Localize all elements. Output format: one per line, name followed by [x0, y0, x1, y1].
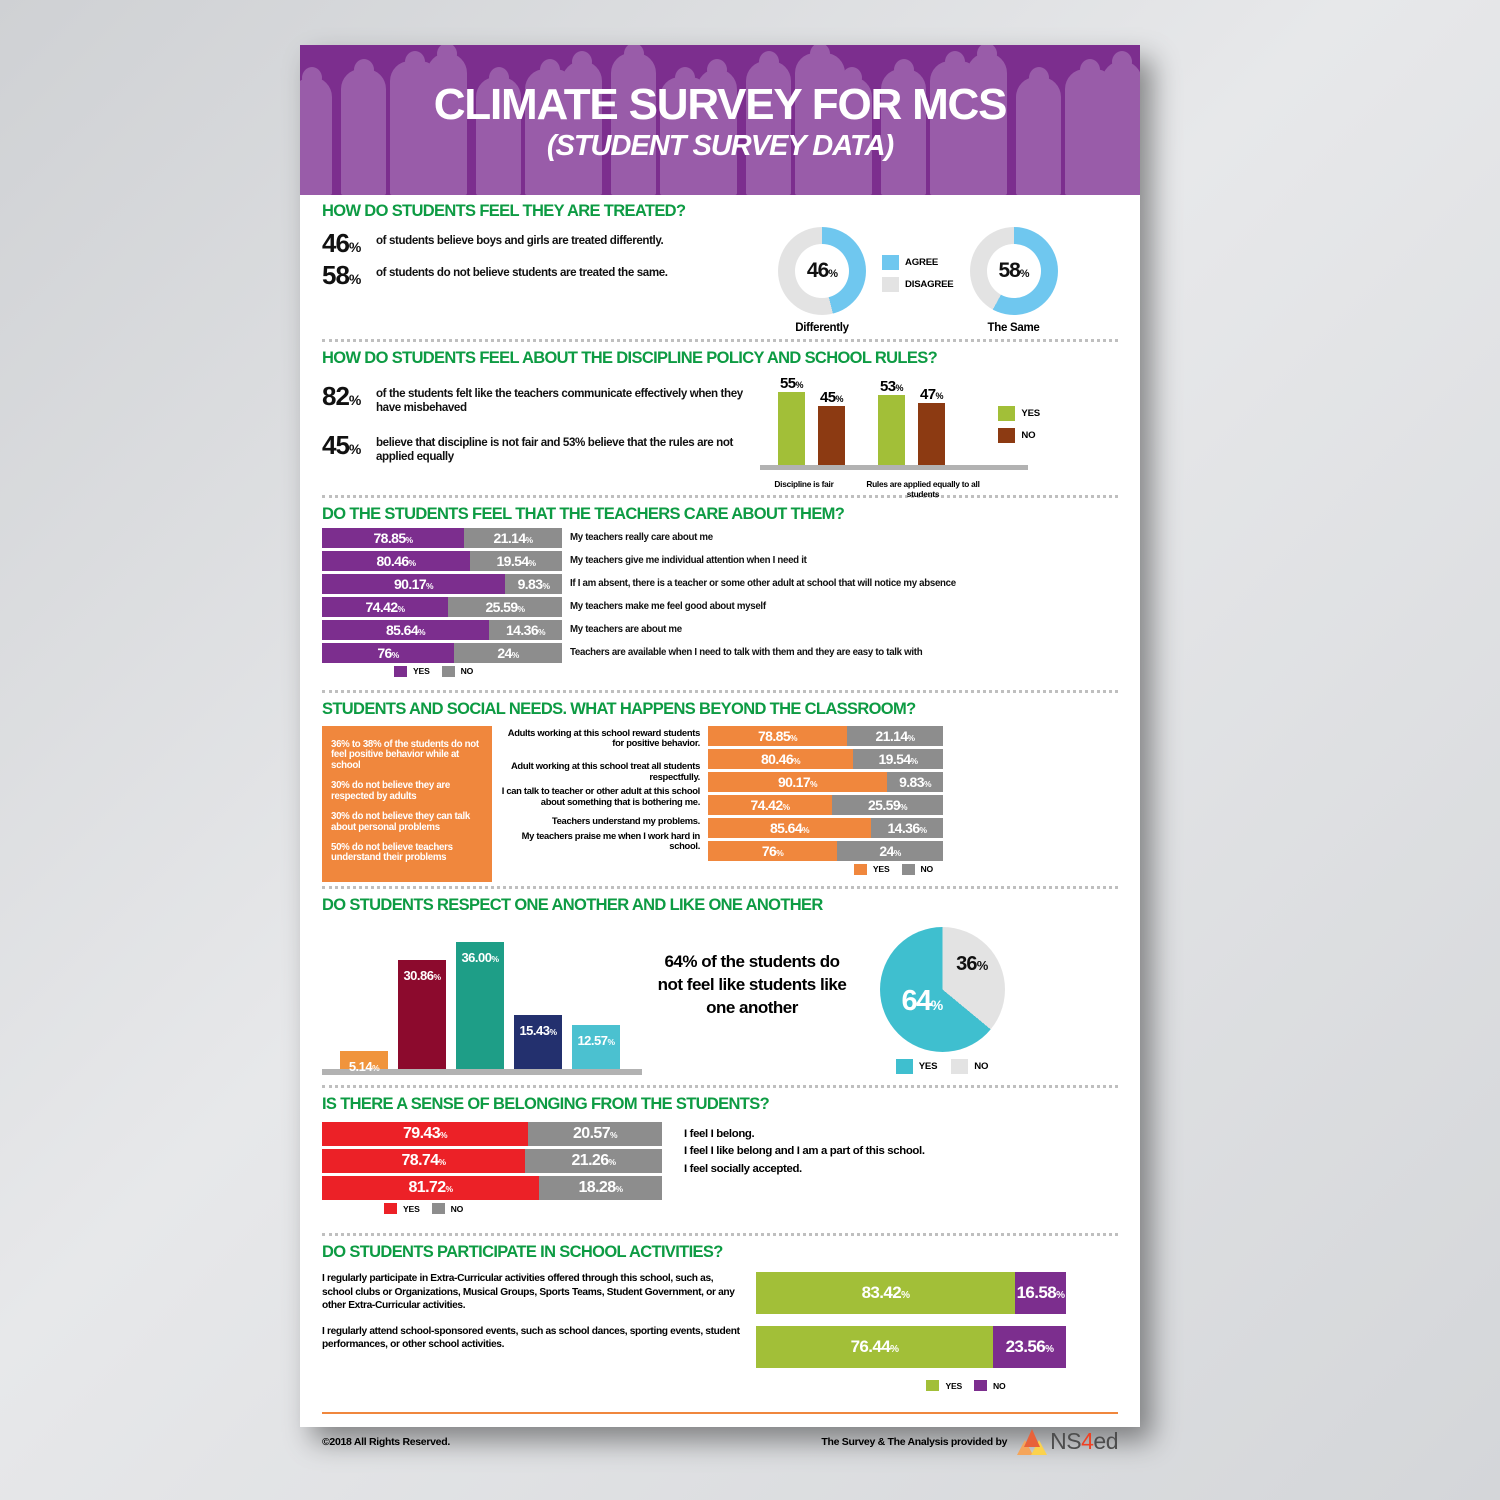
poster-header [300, 45, 1140, 195]
bar-yes-value: 90.17% [777, 773, 817, 790]
bar-yes-value: 76.44% [850, 1337, 899, 1357]
section-discipline-policy [300, 342, 1140, 498]
question-label: My teachers praise me when I work hard in school. [521, 829, 700, 852]
legend-swatch [882, 255, 899, 270]
bar-value: 15.43% [519, 1022, 557, 1038]
donut-differently [772, 227, 872, 334]
stat-line [322, 430, 760, 464]
legend-item [882, 255, 954, 270]
table-row [322, 574, 1118, 594]
bar-value: 47% [920, 385, 943, 403]
legend-swatch [998, 406, 1015, 421]
section-how-treated [300, 195, 1140, 342]
bar-value: 30.86% [403, 967, 441, 983]
bar-no-value: 14.36% [887, 819, 927, 836]
stat-line [322, 259, 772, 290]
bar-no-value: 21.14% [493, 529, 533, 546]
table-row [708, 795, 943, 815]
legend-item [998, 406, 1040, 421]
legend-item [926, 1380, 962, 1391]
bar-yes-value: 81.72% [408, 1179, 453, 1197]
provided-by-text: The Survey & The Analysis provided by [821, 1435, 1008, 1448]
poster-title: CLIMATE SURVEY FOR MCS [433, 80, 1007, 129]
column-bar [878, 378, 905, 465]
legend-item [951, 1059, 988, 1074]
pie-no-value: 36% [956, 953, 988, 976]
table-row [322, 643, 1118, 663]
bar-yes-value: 80.46% [376, 552, 416, 569]
question-label: I feel socially accepted. [684, 1162, 802, 1175]
bar-value: 36.00% [461, 949, 499, 965]
bar-no-value: 25.59% [485, 598, 525, 615]
bar-yes-value: 76% [377, 644, 399, 661]
bar-row-label: My teachers are about me [570, 623, 682, 635]
callout-line: 30% do not believe they can talk about personal problems [331, 810, 470, 833]
social-needs-bar-list [708, 726, 943, 882]
legend-swatch [854, 864, 867, 875]
bar-value: 12.57% [577, 1032, 615, 1048]
teachers-care-bar-list [322, 528, 1118, 663]
callout-line: 30% do not believe they are respected by adults [331, 780, 450, 802]
donut-chart-group [772, 225, 1064, 334]
section-7-legend [866, 1380, 1066, 1398]
bar-row-label: My teachers make me feel good about myself [570, 600, 766, 612]
section-belonging [300, 1088, 1140, 1236]
question-label: Adults working at this school reward students for positive behavior. [507, 726, 700, 749]
legend-swatch [998, 428, 1015, 443]
table-row [322, 1122, 662, 1146]
copyright-text: ©2018 All Rights Reserved. [322, 1435, 450, 1448]
bar-no-value: 18.28% [578, 1179, 623, 1197]
legend-label: YES [413, 666, 430, 677]
legend-item [882, 277, 954, 292]
column-bar [340, 1051, 388, 1075]
legend-swatch [442, 666, 455, 677]
section-2-stats [322, 372, 760, 483]
legend-item [854, 864, 890, 875]
legend-item [902, 864, 934, 875]
bar-no-value: 25.59% [867, 796, 907, 813]
bar-row-label: My teachers give me individual attention when I need it [570, 554, 807, 566]
table-row [322, 620, 1118, 640]
column-bar [918, 385, 945, 465]
column-bar [778, 375, 805, 465]
legend-item [384, 1203, 420, 1214]
legend-item [432, 1203, 464, 1214]
stat-text: of students do not believe students are treated the same. [376, 265, 668, 279]
legend-label: NO [450, 1203, 464, 1214]
table-row [708, 772, 943, 792]
table-row [708, 749, 943, 769]
table-row [322, 597, 1118, 617]
legend-swatch [951, 1059, 968, 1074]
legend-swatch [896, 1059, 913, 1074]
bar-no-value: 23.56% [1005, 1337, 1054, 1357]
bar-yes-value: 74.42% [365, 598, 405, 615]
section-1-legend [882, 227, 954, 299]
bar-no-value: 9.83% [517, 575, 550, 592]
social-needs-labels [500, 726, 700, 852]
section-respect [300, 889, 1140, 1088]
legend-swatch [384, 1203, 397, 1214]
activities-bar-list [756, 1272, 1066, 1398]
bar-no-value: 19.54% [878, 750, 918, 767]
bar-no-value: 14.36% [505, 621, 545, 638]
column-bar [572, 1025, 620, 1070]
stat-text: of students believe boys and girls are treated differently. [376, 234, 664, 247]
legend-swatch [882, 277, 899, 292]
group-label: Rules are applied equally to all students [866, 479, 980, 499]
stat-value: 45% [322, 430, 361, 461]
bar-yes-value: 79.43% [402, 1125, 447, 1143]
legend-swatch [902, 864, 915, 875]
legend-swatch [974, 1380, 987, 1391]
infographic-poster [300, 45, 1140, 1455]
table-row [756, 1326, 1066, 1368]
donut-caption: Differently [795, 322, 849, 334]
bar-value: 53% [880, 378, 903, 396]
bar-yes-value: 90.17% [393, 575, 433, 592]
section-5-title: DO STUDENTS RESPECT ONE ANOTHER AND LIKE ONE ANOTHER [322, 896, 823, 915]
question-label: I can talk to teacher or other adult at this school about something that is bothering me. [501, 785, 700, 808]
group-label: Discipline is fair [774, 479, 834, 489]
question-label: I feel I belong. [684, 1128, 755, 1141]
logo-text: NS4ed [1050, 1428, 1118, 1455]
bar-no-value: 19.54% [496, 552, 536, 569]
legend-item [998, 428, 1040, 443]
legend-label: YES [918, 1061, 938, 1073]
chart-baseline [760, 465, 1028, 470]
legend-label: YES [872, 864, 890, 875]
bar-yes-value: 80.46% [760, 750, 800, 767]
pie-chart [880, 927, 1005, 1052]
ns4ed-logo [1017, 1428, 1118, 1455]
question-label: I feel I like belong and I am a part of this school. [684, 1145, 925, 1158]
bar-row-label: My teachers really care about me [570, 531, 713, 543]
activities-statements [322, 1272, 742, 1351]
stat-text: believe that discipline is not fair and 53% believe that the rules are not applied equally [376, 436, 733, 464]
legend-label: NO [993, 1380, 1006, 1391]
table-row [756, 1272, 1066, 1314]
section-2-title: HOW DO STUDENTS FEEL ABOUT THE DISCIPLINE POLICY AND SCHOOL RULES? [322, 349, 937, 367]
bar-yes-value: 83.42% [861, 1283, 910, 1303]
bar-no-value: 21.14% [875, 727, 915, 744]
legend-label: YES [403, 1203, 420, 1214]
legend-label: YES [1021, 408, 1040, 419]
legend-label: NO [1021, 430, 1036, 441]
section-activities [300, 1236, 1140, 1398]
legend-label: NO [920, 864, 933, 875]
bar-row-label: If I am absent, there is a teacher or some other adult at school that will notice my absence [570, 577, 956, 589]
table-row [322, 551, 1118, 571]
bar-row-label: Teachers are available when I need to talk with them and they are easy to talk with [570, 646, 923, 658]
legend-label: YES [945, 1380, 963, 1391]
pie-yes-value: 64% [901, 985, 942, 1018]
question-label: Teachers understand my problems. [551, 814, 700, 826]
callout-line: 50% do not believe teachers understand their problems [331, 841, 453, 864]
section-3-title: DO THE STUDENTS FEEL THAT THE TEACHERS CARE ABOUT THEM? [322, 504, 845, 523]
section-7-title: DO STUDENTS PARTICIPATE IN SCHOOL ACTIVITIES? [322, 1243, 723, 1262]
stat-text: of the students felt like the teachers communicate effectively when they have misbehaved [376, 387, 743, 415]
legend-swatch [926, 1380, 939, 1391]
stat-line [322, 381, 760, 415]
section-3-legend [394, 666, 1118, 684]
bar-yes-value: 78.85% [373, 529, 413, 546]
callout-line: 36% to 38% of the students do not feel positive behavior while at school [331, 738, 479, 772]
section-teachers-care [300, 498, 1140, 693]
bar-yes-value: 85.64% [385, 621, 425, 638]
donut-caption: The Same [987, 322, 1040, 334]
legend-item [896, 1059, 938, 1074]
table-row [322, 1149, 662, 1173]
legend-label: DISAGREE [905, 279, 954, 290]
stat-line [322, 228, 772, 258]
stat-value: 58% [322, 259, 361, 290]
donut-chart: 46% [778, 227, 866, 315]
legend-item [442, 666, 474, 677]
respect-statement: 64% of the students do not feel like students like one another [657, 952, 847, 1018]
question-label: Adult working at this school treat all students respectfully. [510, 760, 700, 782]
column-bar [398, 960, 446, 1070]
stat-value: 82% [322, 381, 361, 411]
bar-yes-value: 78.85% [757, 727, 797, 744]
legend-label: AGREE [905, 257, 939, 268]
table-row [322, 1176, 662, 1200]
discipline-column-chart [760, 372, 1040, 499]
section-4-title: STUDENTS AND SOCIAL NEEDS. WHAT HAPPENS BEYOND THE CLASSROOM? [322, 699, 916, 718]
bar-no-value: 20.57% [572, 1125, 617, 1143]
section-1-stats [322, 225, 772, 294]
legend-item [394, 666, 430, 677]
bar-no-value: 21.26% [571, 1152, 616, 1170]
bar-yes-value: 76% [761, 842, 784, 859]
bar-value: 45% [820, 388, 843, 406]
poster-footer [300, 1414, 1140, 1455]
question-label: I regularly attend school-sponsored events, such as school dances, sporting events, student performances, or other school activities. [322, 1326, 740, 1351]
section-5-legend [852, 1059, 1032, 1081]
bar-value: 55% [780, 375, 803, 393]
section-social-needs [300, 693, 1140, 890]
bar-no-value: 9.83% [899, 773, 931, 790]
section-6-title: IS THERE A SENSE OF BELONGING FROM THE STUDENTS? [322, 1095, 770, 1114]
bar-value: 5.14% [348, 1059, 380, 1075]
bar-no-value: 24% [497, 644, 519, 661]
section-4-legend [708, 864, 933, 882]
section-1-title: HOW DO STUDENTS FEEL THEY ARE TREATED? [322, 202, 686, 220]
table-row [708, 726, 943, 746]
table-row [322, 528, 1118, 548]
stat-value: 46% [322, 228, 361, 258]
belonging-labels [684, 1122, 925, 1177]
donut-the-same [964, 227, 1064, 334]
social-needs-callout [322, 726, 492, 883]
column-bar [818, 388, 845, 465]
legend-label: NO [460, 666, 474, 677]
belonging-bar-list [322, 1122, 662, 1221]
section-6-legend [384, 1203, 662, 1221]
legend-swatch [394, 666, 407, 677]
poster-subtitle: (STUDENT SURVEY DATA) [546, 129, 894, 162]
bar-yes-value: 78.74% [401, 1152, 446, 1170]
donut-chart: 58% [970, 227, 1058, 315]
bar-yes-value: 85.64% [769, 819, 809, 836]
bar-no-value: 24% [879, 842, 901, 859]
legend-swatch [432, 1203, 445, 1214]
legend-item [974, 1380, 1006, 1391]
legend-label: NO [974, 1061, 989, 1073]
table-row [708, 841, 943, 861]
question-label: I regularly participate in Extra-Curricular activities offered through this school, such as, school clubs or Organizations, Musical Groups, Sports Teams, Student Government, or any other Extra-Curricular activities. [322, 1273, 735, 1311]
bar-no-value: 16.58% [1016, 1283, 1065, 1303]
table-row [708, 818, 943, 838]
section-2-legend [998, 406, 1040, 450]
column-bar [514, 1015, 562, 1070]
triangles-icon [1017, 1429, 1047, 1455]
column-bar [456, 942, 504, 1070]
respect-pie-group [852, 919, 1032, 1081]
bar-yes-value: 74.42% [750, 796, 790, 813]
respect-column-chart [322, 925, 652, 1075]
